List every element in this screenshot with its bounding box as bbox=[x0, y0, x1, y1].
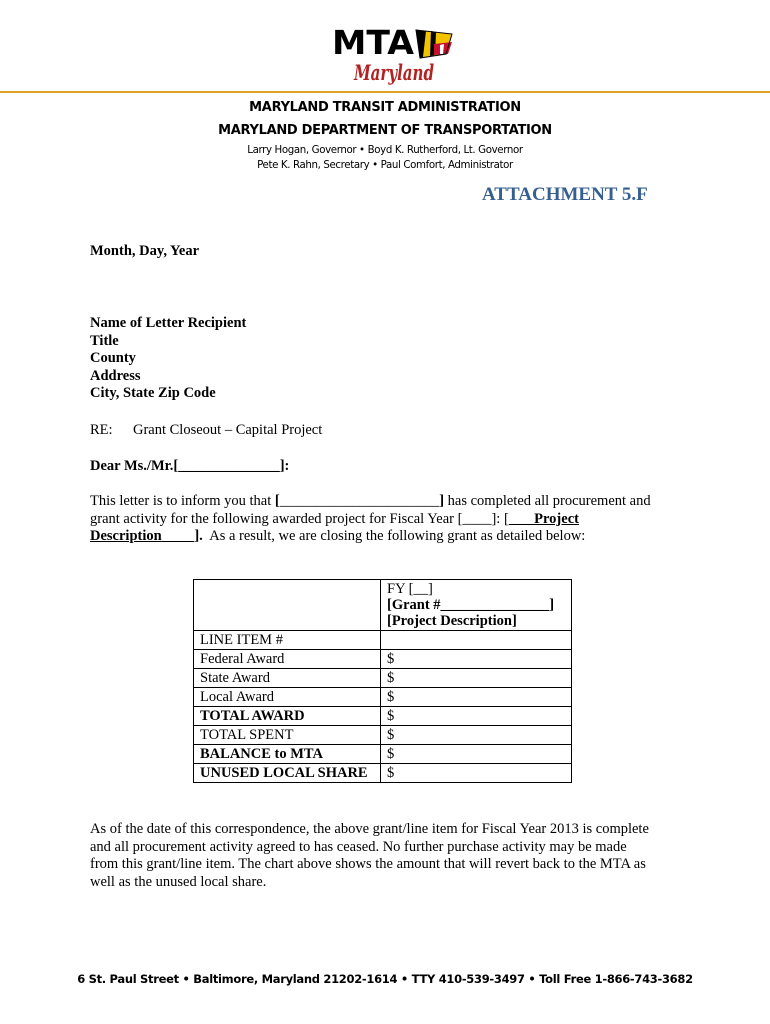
table-header-cell bbox=[381, 580, 572, 631]
agency-name: MARYLAND TRANSIT ADMINISTRATION bbox=[249, 100, 521, 115]
description-blank bbox=[162, 528, 195, 544]
row-value: $ bbox=[381, 650, 572, 669]
fiscal-year-header: FY [__] bbox=[387, 581, 433, 597]
row-label: TOTAL SPENT bbox=[194, 726, 381, 745]
body-paragraph-1 bbox=[90, 493, 651, 546]
para1-line-1 bbox=[90, 493, 651, 511]
body-paragraph-2 bbox=[90, 821, 649, 891]
entity-blank: ______________________ bbox=[279, 493, 440, 509]
row-value: $ bbox=[381, 745, 572, 764]
para1-line-2 bbox=[90, 511, 651, 529]
para2-line: As of the date of this correspondence, the above grant/line item for Fiscal Year 2013 is complete bbox=[90, 821, 649, 837]
recipient-title: Title bbox=[90, 332, 119, 349]
row-value: $ bbox=[381, 669, 572, 688]
row-label: Federal Award bbox=[194, 650, 381, 669]
officials-line-1: Larry Hogan, Governor • Boyd K. Rutherford, Lt. Governor bbox=[247, 143, 523, 156]
salutation-suffix: ]: bbox=[279, 458, 290, 474]
recipient-county: County bbox=[90, 350, 136, 366]
para1-text: grant activity for the following awarded project for Fiscal Year [ bbox=[90, 510, 463, 527]
date-line: Month, Day, Year bbox=[90, 243, 200, 259]
table-header-empty-cell bbox=[194, 580, 381, 631]
salutation-blank: ______________ bbox=[178, 458, 280, 474]
para1-text: ]: [ bbox=[491, 510, 509, 527]
row-value: $ bbox=[381, 726, 572, 745]
salutation-prefix: Dear Ms./Mr.[ bbox=[90, 458, 179, 474]
row-value: $ bbox=[381, 764, 572, 783]
maryland-flag-icon bbox=[416, 30, 452, 58]
officials-line-2: Pete K. Rahn, Secretary • Paul Comfort, Administrator bbox=[257, 158, 513, 171]
project-placeholder: Project bbox=[508, 510, 579, 527]
department-name: MARYLAND DEPARTMENT OF TRANSPORTATION bbox=[218, 123, 552, 138]
salutation bbox=[90, 458, 289, 476]
bracket-close: ]. bbox=[194, 528, 203, 544]
logo-mark-text: MTA bbox=[332, 24, 415, 62]
row-label: TOTAL AWARD bbox=[194, 707, 381, 726]
para1-text: This letter is to inform you that bbox=[90, 493, 275, 509]
recipient-name: Name of Letter Recipient bbox=[90, 315, 247, 331]
table-row bbox=[194, 650, 572, 669]
para1-text: As a result, we are closing the following grant as detailed below: bbox=[202, 528, 586, 544]
bracket-open: [ bbox=[274, 493, 280, 509]
fiscal-year-blank: ____ bbox=[462, 510, 492, 527]
para2-line: from this grant/line item. The chart above shows the amount that will revert back to the MTA as bbox=[90, 856, 646, 872]
para1-line-3 bbox=[90, 528, 651, 546]
re-label: RE: bbox=[90, 422, 113, 438]
row-label: State Award bbox=[194, 669, 381, 688]
footer-address: 6 St. Paul Street • Baltimore, Maryland 21202-1614 • TTY 410-539-3497 • Toll Free 1-866-743-3682 bbox=[77, 972, 693, 986]
table-header-row bbox=[194, 580, 572, 631]
re-text: Grant Closeout – Capital Project bbox=[133, 422, 323, 438]
header-rule bbox=[0, 91, 770, 93]
grant-closeout-table bbox=[193, 579, 572, 783]
table-row bbox=[194, 745, 572, 764]
logo-script-text: Maryland bbox=[353, 60, 435, 85]
table-row bbox=[194, 764, 572, 783]
table-row bbox=[194, 726, 572, 745]
para2-line: well as the unused local share. bbox=[90, 873, 267, 890]
grant-number-header: [Grant #_______________] bbox=[387, 597, 555, 613]
para1-text: has completed all procurement and bbox=[444, 493, 651, 509]
recipient-block bbox=[90, 315, 246, 403]
row-value bbox=[381, 631, 572, 650]
row-value: $ bbox=[381, 707, 572, 726]
bracket-close: ] bbox=[439, 493, 445, 509]
table-row bbox=[194, 669, 572, 688]
row-value: $ bbox=[381, 688, 572, 707]
table-row bbox=[194, 688, 572, 707]
row-label: LINE ITEM # bbox=[194, 631, 381, 650]
row-label: BALANCE to MTA bbox=[194, 745, 381, 764]
row-label: UNUSED LOCAL SHARE bbox=[194, 764, 381, 783]
description-placeholder: Description bbox=[90, 528, 162, 544]
row-label: Local Award bbox=[194, 688, 381, 707]
table-row bbox=[194, 707, 572, 726]
project-description-header: [Project Description] bbox=[387, 613, 517, 629]
para2-line: and all procurement activity agreed to has ceased. No further purchase activity may be made bbox=[90, 838, 627, 855]
table-row bbox=[194, 631, 572, 650]
mta-logo-graphic bbox=[330, 24, 455, 86]
recipient-address: Address bbox=[90, 367, 141, 384]
attachment-label: ATTACHMENT 5.F bbox=[482, 184, 648, 205]
recipient-city-state-zip: City, State Zip Code bbox=[90, 385, 216, 401]
mta-maryland-logo bbox=[330, 24, 455, 86]
